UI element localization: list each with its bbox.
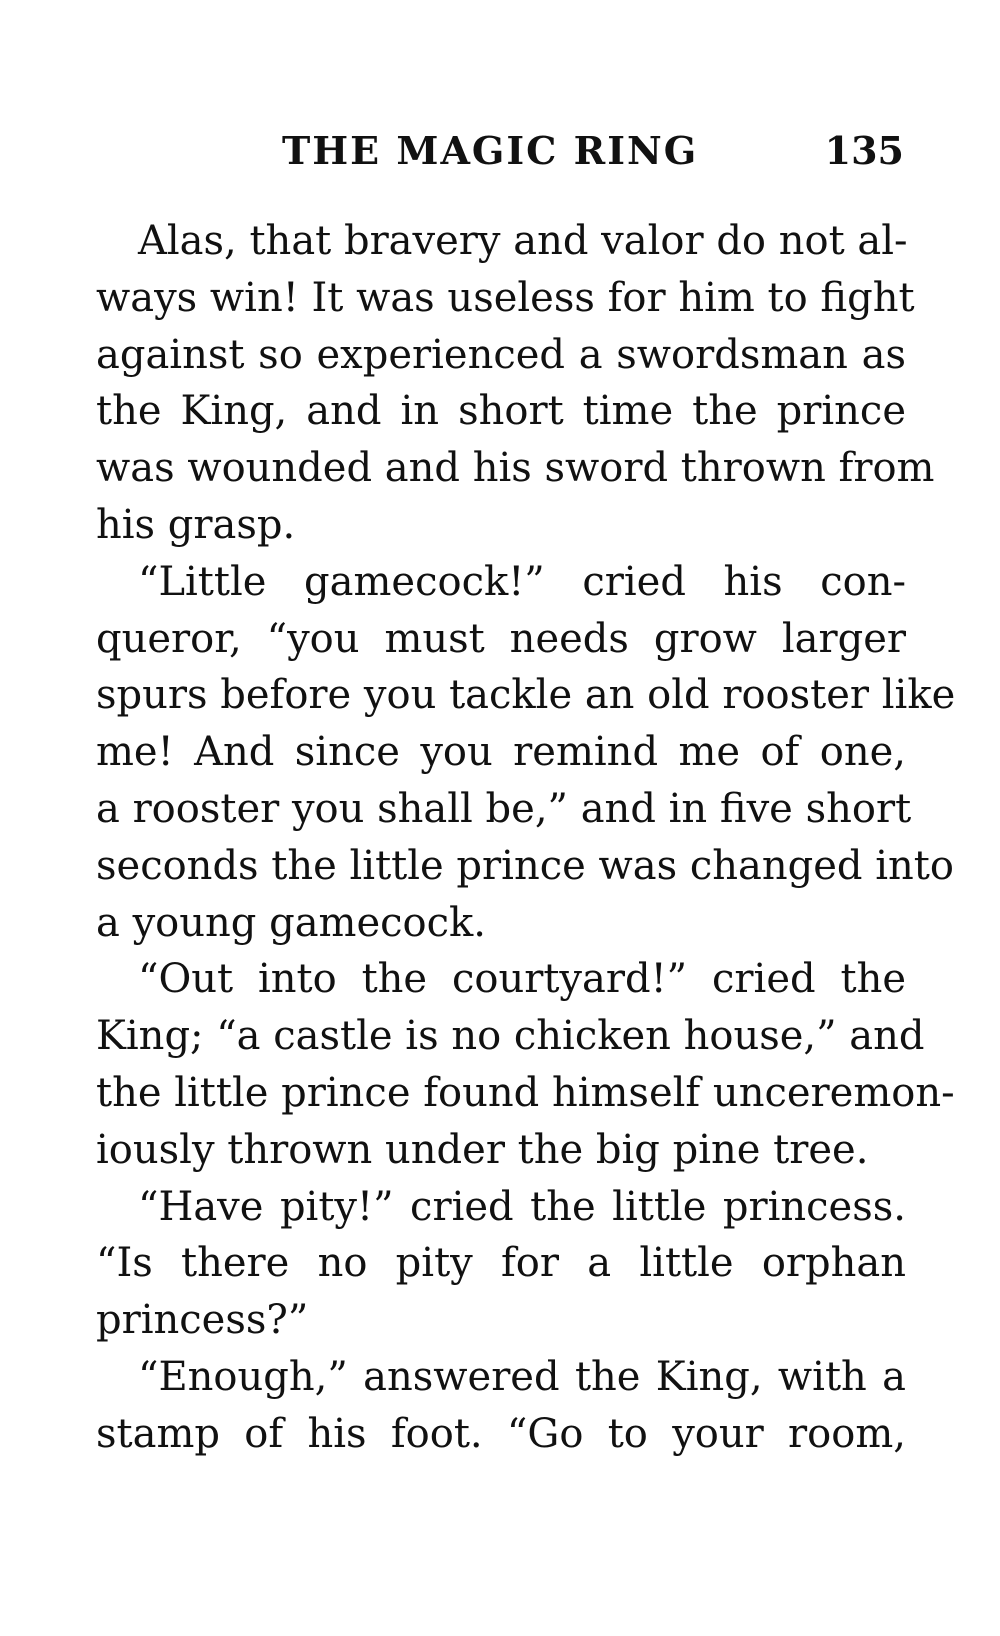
text-line: spurs before you tackle an old rooster like <box>96 672 956 719</box>
page-header <box>96 128 906 184</box>
text-line: “Out into the courtyard!” cried the <box>138 956 906 1003</box>
text-line: was wounded and his sword thrown from <box>96 445 935 492</box>
text-line: King; “a castle is no chicken house,” and <box>96 1013 925 1060</box>
text-line: the King, and in short time the prince <box>96 388 906 435</box>
text-line: stamp of his foot. “Go to your room, <box>96 1410 906 1457</box>
page-number: 135 <box>824 128 904 173</box>
text-line: Alas, that bravery and valor do not al- <box>138 218 908 264</box>
text-line: “Is there no pity for a little orphan <box>96 1240 906 1287</box>
text-line: a rooster you shall be,” and in five short <box>96 785 912 832</box>
running-head: THE MAGIC RING <box>282 128 699 173</box>
text-line: queror, “you must needs grow larger <box>96 615 906 662</box>
text-line: seconds the little prince was changed into <box>96 842 954 889</box>
text-line: “Enough,” answered the King, with a <box>138 1353 906 1400</box>
text-line: against so experienced a swordsman as <box>96 331 906 378</box>
text-line: a young gamecock. <box>96 899 486 946</box>
text-line: the little prince found himself unceremon- <box>96 1069 955 1116</box>
text-line: “Have pity!” cried the little princess. <box>138 1183 906 1230</box>
text-line: iously thrown under the big pine tree. <box>96 1126 869 1173</box>
text-line: “Little gamecock!” cried his con- <box>138 558 906 605</box>
text-line: his grasp. <box>96 501 296 548</box>
body-text <box>96 213 956 1463</box>
text-line: ways win! It was useless for him to fight <box>96 274 915 321</box>
text-line: princess?” <box>96 1297 309 1344</box>
text-line: me! And since you remind me of one, <box>96 729 906 776</box>
